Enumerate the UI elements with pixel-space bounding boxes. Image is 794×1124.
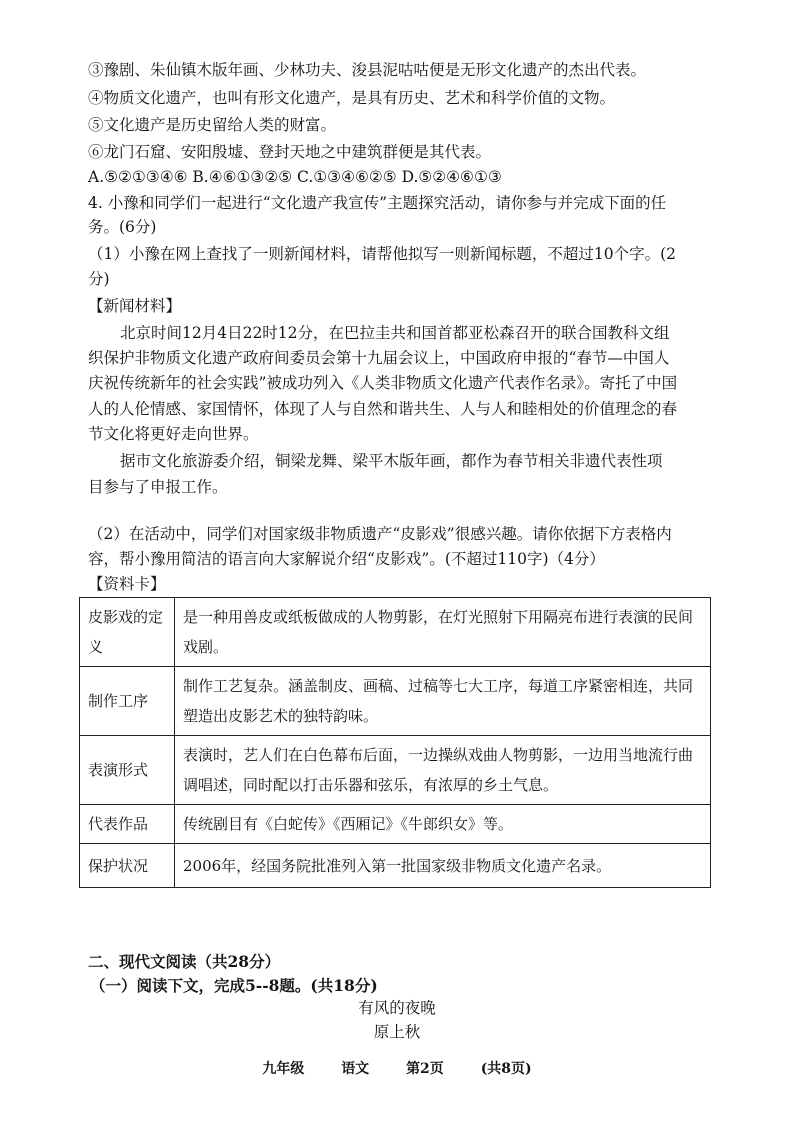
answer-options: A.⑤②①③④⑥ B.④⑥①③②⑤ C.①③④⑥②⑤ D.⑤②④⑥①③ [88,168,502,186]
news-paragraph-line: 北京时间12月4日22时12分，在巴拉圭共和国首都亚松森召开的联合国教科文组 [120,324,670,342]
table-row [80,805,711,844]
row-key: 制作工序 [80,667,175,736]
news-material-tag: 【新闻材料】 [88,297,182,315]
subsection-heading: （一）阅读下文，完成5--8题。(共18分) [90,976,378,995]
footer-grade: 九年级 [262,1061,305,1077]
question-4-1-line1: （1）小豫在网上查找了一则新闻材料，请帮他拟写一则新闻标题，不超过10个字。(2 [88,245,676,263]
question-4-2-line1: （2）在活动中，同学们对国家级非物质遗产“皮影戏”很感兴趣。请你依据下方表格内 [88,525,672,543]
table-row [80,598,711,667]
table-row [80,736,711,805]
news-paragraph-line: 节文化将更好走向世界。 [88,425,259,443]
footer-page-number: 第2页 [406,1061,444,1077]
statement-4: ④物质文化遗产，也叫有形文化遗产，是具有历史、艺术和科学价值的文物。 [88,89,616,107]
question-4-1-line2: 分) [88,270,110,288]
row-value: 2006年，经国务院批准列入第一批国家级非物质文化遗产名录。 [175,844,711,888]
row-value: 传统剧目有《白蛇传》《西厢记》《牛郎织女》等。 [175,805,711,844]
row-key: 保护状况 [80,844,175,888]
row-key: 皮影戏的定义 [80,598,175,667]
news-paragraph-line: 据市文化旅游委介绍，铜梁龙舞、梁平木版年画，都作为春节相关非遗代表性项 [120,452,663,470]
row-value: 制作工艺复杂。涵盖制皮、画稿、过稿等七大工序，每道工序紧密相连，共同塑造出皮影艺术的独特韵味。 [175,667,711,736]
question-4-line2: 务。(6分) [88,218,157,236]
table-row [80,844,711,888]
row-value: 表演时，艺人们在白色幕布后面，一边操纵戏曲人物剪影，一边用当地流行曲调唱述，同时配以打击乐器和弦乐，有浓厚的乡土气息。 [175,736,711,805]
statement-5: ⑤文化遗产是历史留给人类的财富。 [88,116,337,134]
statement-3: ③豫剧、朱仙镇木版年画、少林功夫、浚县泥咕咕便是无形文化遗产的杰出代表。 [88,61,647,79]
news-paragraph-line: 目参与了申报工作。 [88,478,228,496]
info-card-tag: 【资料卡】 [88,575,166,593]
page-footer [0,1058,794,1078]
statement-6: ⑥龙门石窟、安阳殷墟、登封天地之中建筑群便是其代表。 [88,143,492,161]
news-paragraph-line: 人的人伦情感、家国情怀，体现了人与自然和谐共生、人与人和睦相处的价值理念的春 [88,400,678,418]
footer-subject: 语文 [341,1061,370,1077]
news-paragraph-line: 庆祝传统新年的社会实践”被成功列入《人类非物质文化遗产代表作名录》。寄托了中国 [88,374,678,392]
row-key: 表演形式 [80,736,175,805]
news-paragraph-line: 织保护非物质文化遗产政府间委员会第十九届会议上，中国政府申报的“春节—中国人 [88,349,670,367]
info-card-table [79,597,711,888]
essay-title: 有风的夜晚 [358,999,436,1017]
footer-total-pages: (共8页) [480,1061,532,1077]
row-key: 代表作品 [80,805,175,844]
question-4-2-line2: 容，帮小豫用简洁的语言向大家解说介绍“皮影戏”。(不超过110字)（4分） [88,550,605,568]
row-value: 是一种用兽皮或纸板做成的人物剪影，在灯光照射下用隔亮布进行表演的民间戏剧。 [175,598,711,667]
question-4-line1: 4. 小豫和同学们一起进行“文化遗产我宣传”主题探究活动，请你参与并完成下面的任 [88,194,667,212]
table-row [80,667,711,736]
section-heading: 二、现代文阅读（共28分） [88,952,281,971]
essay-author: 原上秋 [373,1023,421,1041]
